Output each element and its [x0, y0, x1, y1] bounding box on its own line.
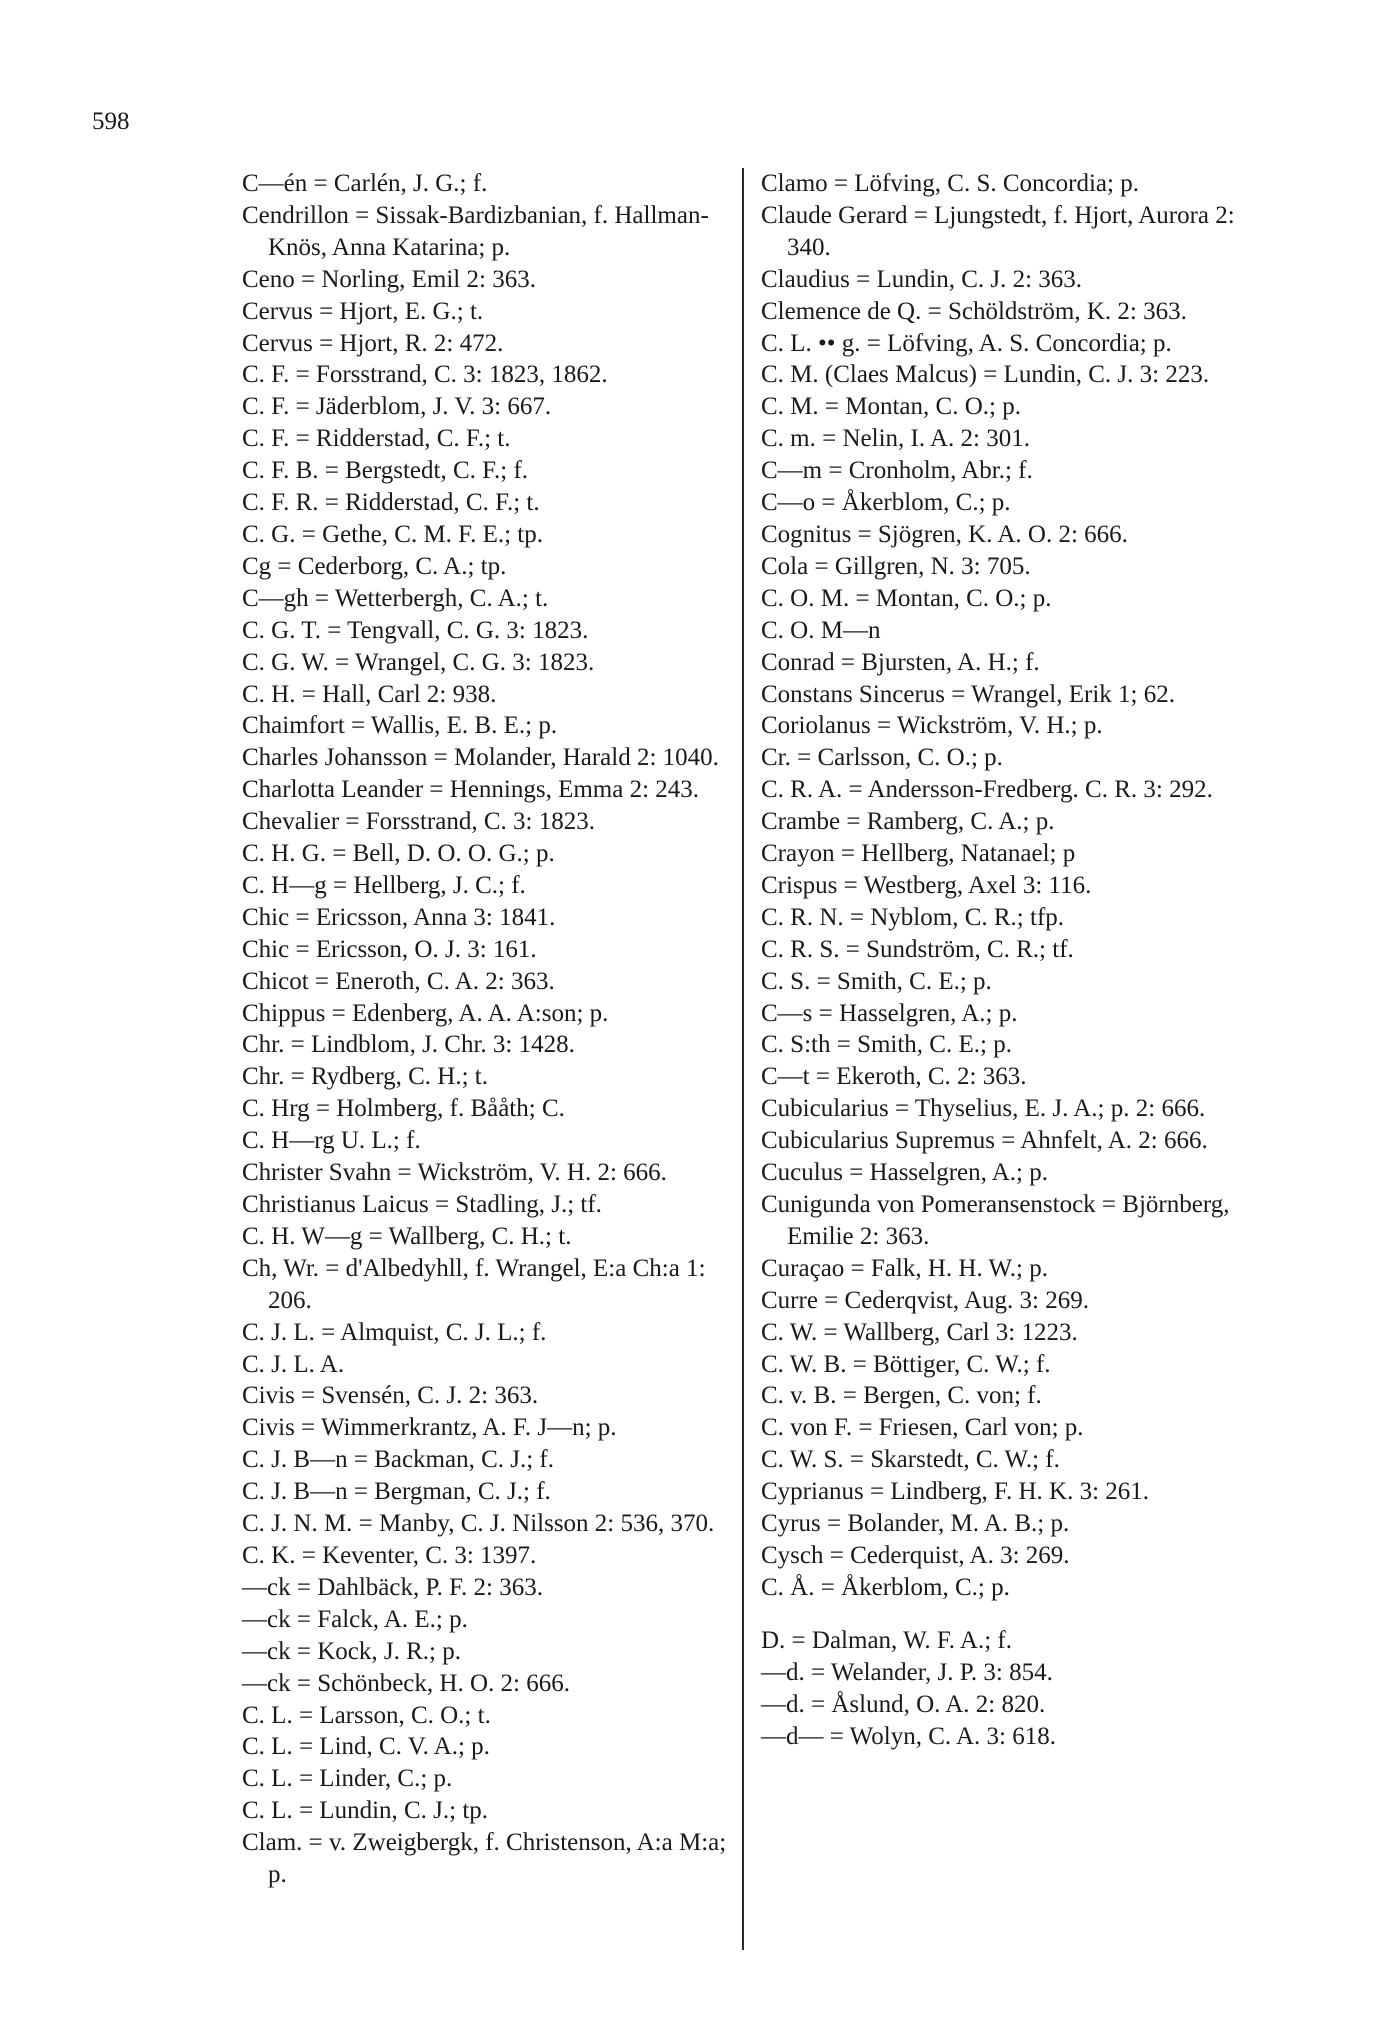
index-entry: C. L. = Lundin, C. J.; tp.: [242, 1797, 489, 1825]
column-divider: [742, 168, 744, 1950]
page-number: 598: [92, 108, 130, 135]
index-entry: C—t = Ekeroth, C. 2: 363.: [761, 1063, 1027, 1091]
index-entry: Chevalier = Forsstrand, C. 3: 1823.: [242, 808, 595, 836]
index-entry: C. L. •• g. = Löfving, A. S. Concordia; p.: [761, 329, 1172, 357]
index-entry: C. J. L. A.: [242, 1350, 345, 1378]
index-entry: Cognitus = Sjögren, K. A. O. 2: 666.: [761, 520, 1128, 548]
index-entry: Christer Svahn = Wickström, V. H. 2: 666.: [242, 1159, 667, 1187]
index-entry: —d. = Welander, J. P. 3: 854.: [761, 1658, 1053, 1686]
index-entry: C. W. = Wallberg, Carl 3: 1223.: [761, 1318, 1078, 1346]
index-entry: Civis = Wimmerkrantz, A. F. J—n; p.: [242, 1414, 617, 1442]
index-entry: Curre = Cederqvist, Aug. 3: 269.: [761, 1286, 1089, 1314]
index-entry: Cervus = Hjort, R. 2: 472.: [242, 329, 504, 357]
index-entry: Crayon = Hellberg, Natanael; p: [761, 840, 1076, 868]
index-entry: Ch, Wr. = d'Albedyhll, f. Wrangel, E:a Ch:a 1: 206.: [242, 1254, 706, 1314]
index-entry: Clam. = v. Zweigbergk, f. Christenson, A:a M:a; p.: [242, 1829, 727, 1889]
index-entry: C—gh = Wetterbergh, C. A.; t.: [242, 584, 549, 612]
index-entry: C. H—g = Hellberg, J. C.; f.: [242, 871, 526, 899]
index-entry: C—m = Cronholm, Abr.; f.: [761, 457, 1033, 485]
index-entry: C. H—rg U. L.; f.: [242, 1127, 421, 1155]
index-entry: Chaimfort = Wallis, E. B. E.; p.: [242, 712, 558, 740]
index-entry: Claude Gerard = Ljungstedt, f. Hjort, Aurora 2: 340.: [761, 201, 1235, 261]
index-entry: Constans Sincerus = Wrangel, Erik 1; 62.: [761, 680, 1175, 708]
index-entry: Cola = Gillgren, N. 3: 705.: [761, 552, 1031, 580]
index-entry: C—s = Hasselgren, A.; p.: [761, 999, 1018, 1027]
index-entry: C. Å. = Åkerblom, C.; p.: [761, 1573, 1010, 1601]
index-entry: Crispus = Westberg, Axel 3: 116.: [761, 871, 1092, 899]
index-entry: C. L. = Lind, C. V. A.; p.: [242, 1733, 490, 1761]
index-entry: C. Hrg = Holmberg, f. Bååth; C.: [242, 1095, 565, 1123]
index-entry: C. M. = Montan, C. O.; p.: [761, 393, 1021, 421]
index-entry: Crambe = Ramberg, C. A.; p.: [761, 808, 1055, 836]
index-entry: Conrad = Bjursten, A. H.; f.: [761, 648, 1040, 676]
index-entry: Clamo = Löfving, C. S. Concordia; p.: [761, 170, 1139, 197]
index-entry: C. G. W. = Wrangel, C. G. 3: 1823.: [242, 648, 595, 676]
index-entry: Cubicularius = Thyselius, E. J. A.; p. 2: 666.: [761, 1095, 1206, 1123]
index-entry: Chicot = Eneroth, C. A. 2: 363.: [242, 967, 555, 995]
index-entry: C. L. = Linder, C.; p.: [242, 1765, 453, 1793]
index-entry: —d— = Wolyn, C. A. 3: 618.: [761, 1722, 1056, 1750]
index-entry: Chic = Ericsson, O. J. 3: 161.: [242, 935, 537, 963]
index-entry: C. J. B—n = Backman, C. J.; f.: [242, 1446, 555, 1474]
index-entry: Cubicularius Supremus = Ahnfelt, A. 2: 666.: [761, 1127, 1208, 1155]
index-entry: C. v. B. = Bergen, C. von; f.: [761, 1382, 1042, 1410]
index-entry: C. F. = Forsstrand, C. 3: 1823, 1862.: [242, 361, 608, 389]
index-entry: —ck = Falck, A. E.; p.: [242, 1605, 468, 1633]
index-entry: —d. = Åslund, O. A. 2: 820.: [761, 1690, 1046, 1718]
index-entry: C. von F. = Friesen, Carl von; p.: [761, 1414, 1084, 1442]
index-entry: C. H. = Hall, Carl 2: 938.: [242, 680, 497, 708]
index-entry: C. S. = Smith, C. E.; p.: [761, 967, 992, 995]
index-entry: C. L. = Larsson, C. O.; t.: [242, 1701, 491, 1729]
index-entry: C. R. N. = Nyblom, C. R.; tfp.: [761, 903, 1065, 931]
index-entry: Cendrillon = Sissak-Bardizbanian, f. Hallman-Knös, Anna Katarina; p.: [242, 201, 709, 261]
index-entry: Cyprianus = Lindberg, F. H. K. 3: 261.: [761, 1478, 1150, 1506]
index-entry: C. G. = Gethe, C. M. F. E.; tp.: [242, 520, 543, 548]
index-entry: C—o = Åkerblom, C.; p.: [761, 489, 1011, 517]
index-entry: Cuculus = Hasselgren, A.; p.: [761, 1159, 1048, 1187]
index-entry: C. W. S. = Skarstedt, C. W.; f.: [761, 1446, 1060, 1474]
index-entry: C. O. M—n: [761, 616, 881, 644]
index-entry: C. F. B. = Bergstedt, C. F.; f.: [242, 457, 529, 485]
index-entry: Charles Johansson = Molander, Harald 2: 1040.: [242, 744, 719, 772]
index-entry: Cg = Cederborg, C. A.; tp.: [242, 552, 507, 580]
index-entry: Christianus Laicus = Stadling, J.; tf.: [242, 1191, 602, 1218]
index-entry: C. H. W—g = Wallberg, C. H.; t.: [242, 1222, 572, 1250]
index-entry: —ck = Dahlbäck, P. F. 2: 363.: [242, 1573, 543, 1601]
index-entry: Chr. = Lindblom, J. Chr. 3: 1428.: [242, 1031, 575, 1059]
index-entry: C. W. B. = Böttiger, C. W.; f.: [761, 1350, 1051, 1378]
index-entry: Chippus = Edenberg, A. A. A:son; p.: [242, 999, 609, 1027]
index-entry: C. F. = Jäderblom, J. V. 3: 667.: [242, 393, 552, 421]
index-entry: C. O. M. = Montan, C. O.; p.: [761, 584, 1052, 612]
index-entry: C—én = Carlén, J. G.; f.: [242, 170, 488, 197]
index-entry: C. M. (Claes Malcus) = Lundin, C. J. 3: 223.: [761, 361, 1210, 389]
index-entry: Ceno = Norling, Emil 2: 363.: [242, 265, 536, 293]
index-entry: C. S:th = Smith, C. E.; p.: [761, 1031, 1012, 1059]
index-entry: C. m. = Nelin, I. A. 2: 301.: [761, 425, 1030, 453]
index-entry: C. R. A. = Andersson-Fredberg. C. R. 3: 292.: [761, 776, 1213, 804]
index-entry: Civis = Svensén, C. J. 2: 363.: [242, 1382, 539, 1410]
index-entry: Chr. = Rydberg, C. H.; t.: [242, 1063, 488, 1091]
index-entry: Coriolanus = Wickström, V. H.; p.: [761, 712, 1103, 740]
index-entry: C. J. L. = Almquist, C. J. L.; f.: [242, 1318, 547, 1346]
right-column: [761, 168, 1271, 1752]
index-entry: Charlotta Leander = Hennings, Emma 2: 243.: [242, 776, 700, 804]
index-entry: Cyrus = Bolander, M. A. B.; p.: [761, 1510, 1070, 1538]
index-entry: C. J. N. M. = Manby, C. J. Nilsson 2: 536, 370.: [242, 1510, 715, 1538]
index-entry: C. F. R. = Ridderstad, C. F.; t.: [242, 489, 540, 517]
index-entry: C. R. S. = Sundström, C. R.; tf.: [761, 935, 1074, 963]
index-entry: Cr. = Carlsson, C. O.; p.: [761, 744, 1003, 772]
index-entry: —ck = Kock, J. R.; p.: [242, 1637, 461, 1665]
index-entry: Claudius = Lundin, C. J. 2: 363.: [761, 265, 1083, 293]
index-entry: Curaçao = Falk, H. H. W.; p.: [761, 1254, 1048, 1282]
index-entry: C. F. = Ridderstad, C. F.; t.: [242, 425, 511, 453]
index-entry: Cervus = Hjort, E. G.; t.: [242, 297, 484, 325]
index-entry: Clemence de Q. = Schöldström, K. 2: 363.: [761, 297, 1187, 325]
index-entry: D. = Dalman, W. F. A.; f.: [761, 1626, 1012, 1654]
index-entry: C. K. = Keventer, C. 3: 1397.: [242, 1541, 537, 1569]
left-column: [242, 168, 737, 1891]
index-entry: Cysch = Cederquist, A. 3: 269.: [761, 1541, 1070, 1569]
index-entry: Cunigunda von Pomeransenstock = Björnberg, Emilie 2: 363.: [761, 1191, 1230, 1250]
index-entry: C. J. B—n = Bergman, C. J.; f.: [242, 1478, 551, 1506]
index-entry: Chic = Ericsson, Anna 3: 1841.: [242, 903, 556, 931]
index-entry: C. G. T. = Tengvall, C. G. 3: 1823.: [242, 616, 589, 644]
index-entry: C. H. G. = Bell, D. O. O. G.; p.: [242, 840, 555, 868]
index-entry: —ck = Schönbeck, H. O. 2: 666.: [242, 1669, 570, 1697]
